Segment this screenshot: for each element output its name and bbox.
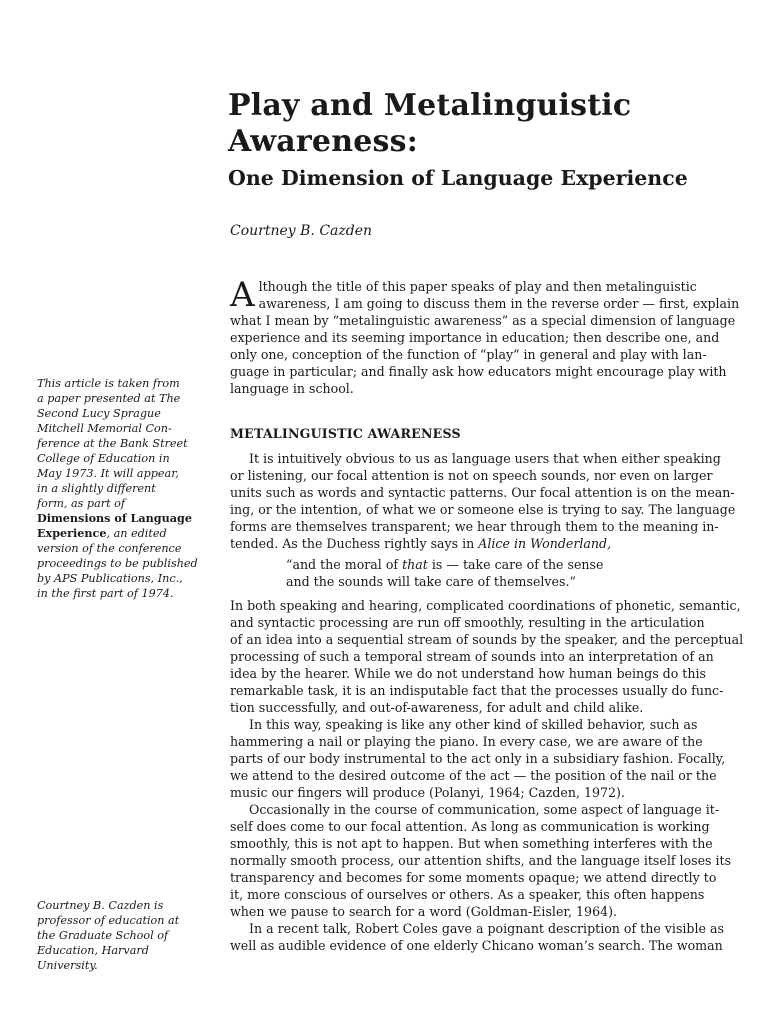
text-line: ing, or the intention, of what we or someone else is trying to say. The language <box>230 502 736 517</box>
source-sidenote <box>37 376 219 601</box>
text-line: forms are themselves transparent; we hear through them to the meaning in- <box>230 519 719 534</box>
text-line: idea by the hearer. While we do not understand how human beings do this <box>230 666 706 681</box>
text-line: normally smooth process, our attention shifts, and the language itself loses its <box>230 853 732 868</box>
text-line: parts of our body instrumental to the act only in a subsidiary fashion. Focally, <box>230 751 726 766</box>
text-line: it, more conscious of ourselves or others. As a speaker, this often happens <box>230 887 705 902</box>
text-line: we attend to the desired outcome of the act — the position of the nail or the <box>230 768 717 783</box>
text-line: smoothly, this is not apt to happen. But when something interferes with the <box>230 836 713 851</box>
text-line: lthough the title of this paper speaks of play and then metalinguistic <box>258 279 697 294</box>
bio-line: Education, Harvard <box>37 944 149 957</box>
sidenote-line: by APS Publications, Inc., <box>37 572 183 585</box>
text-line: In a recent talk, Robert Coles gave a poignant description of the visible as <box>249 921 724 936</box>
text-line: of an idea into a sequential stream of sounds by the speaker, and the perceptual <box>230 632 744 647</box>
text-line: or listening, our focal attention is not on speech sounds, nor even on larger <box>230 468 713 483</box>
bio-line: the Graduate School of <box>37 929 169 942</box>
sidenote-line: This article is taken from <box>37 377 180 390</box>
sidenote-line: version of the conference <box>37 542 182 555</box>
text-span: “and the moral of <box>286 557 403 572</box>
sidenote-line: May 1973. It will appear, <box>37 467 179 480</box>
bio-line: professor of education at <box>37 914 180 927</box>
text-span: tended. As the Duchess rightly says in <box>230 536 479 551</box>
sidenote-text: , an edited <box>106 527 167 540</box>
text-line: only one, conception of the function of “play” in general and play with lan- <box>230 347 707 362</box>
text-line: when we pause to search for a word (Goldman-Eisler, 1964). <box>230 904 618 919</box>
text-line: units such as words and syntactic patterns. Our focal attention is on the mean- <box>230 485 735 500</box>
author-bio <box>37 898 219 973</box>
text-line <box>230 535 730 552</box>
sidenote-line: a paper presented at The <box>37 392 181 405</box>
sidenote-line: form, as part of <box>37 497 126 510</box>
sidenote-line: in the first part of 1974. <box>37 587 174 600</box>
book-title: Experience <box>37 526 107 540</box>
sidenote-line: ference at the Bank Street <box>37 437 188 450</box>
drop-cap: A <box>230 275 255 315</box>
section-heading: METALINGUISTIC AWARENESS <box>230 426 461 441</box>
book-title: Dimensions of Language <box>37 511 192 525</box>
text-line: what I mean by “metalinguistic awareness” as a special dimension of language <box>230 313 736 328</box>
sidenote-line: Second Lucy Sprague <box>37 407 161 420</box>
title-line: Play and Metalinguistic <box>228 88 632 123</box>
article-subtitle: One Dimension of Language Experience <box>228 166 688 190</box>
sidenote-line: proceedings to be published <box>37 557 198 570</box>
sidenote-line: Mitchell Memorial Con- <box>37 422 172 435</box>
quote-line: and the sounds will take care of themselves.” <box>286 574 576 589</box>
text-line: hammering a nail or playing the piano. In every case, we are aware of the <box>230 734 703 749</box>
sidenote-line: in a slightly different <box>37 482 156 495</box>
text-line: transparency and becomes for some moments opaque; we attend directly to <box>230 870 717 885</box>
body-text <box>230 450 744 954</box>
text-line: experience and its seeming importance in education; then describe one, and <box>230 330 720 345</box>
text-span: is — take care of the sense <box>427 557 604 572</box>
text-line: remarkable task, it is an indisputable fact that the processes usually do func- <box>230 683 724 698</box>
text-line: tion successfully, and out-of-awareness, for adult and child alike. <box>230 700 644 715</box>
text-line: and syntactic processing are run off smoothly, resulting in the articulation <box>230 615 705 630</box>
text-line: language in school. <box>230 381 354 396</box>
sidenote-line: College of Education in <box>37 452 170 465</box>
text-line: self does come to our focal attention. As long as communication is working <box>230 819 710 834</box>
bio-line: Courtney B. Cazden is <box>37 899 164 912</box>
text-line: music our fingers will produce (Polanyi, 1964; Cazden, 1972). <box>230 785 625 800</box>
text-line: It is intuitively obvious to us as language users that when either speaking <box>249 451 721 466</box>
title-line: Awareness: <box>228 124 418 159</box>
text-line: processing of such a temporal stream of sounds into an interpretation of an <box>230 649 714 664</box>
text-line: guage in particular; and finally ask how educators might encourage play with <box>230 364 727 379</box>
book-reference: Alice in Wonderland, <box>478 536 612 551</box>
text-line: well as audible evidence of one elderly Chicano woman’s search. The woman <box>230 938 723 953</box>
bio-line: University. <box>37 959 98 972</box>
intro-paragraph <box>230 275 740 397</box>
text-line: In both speaking and hearing, complicated coordinations of phonetic, semantic, <box>230 598 741 613</box>
text-line: Occasionally in the course of communication, some aspect of language it- <box>249 802 720 817</box>
text-line: awareness, I am going to discuss them in the reverse order — first, explain <box>258 296 740 311</box>
author-byline: Courtney B. Cazden <box>230 223 373 239</box>
text-line: In this way, speaking is like any other kind of skilled behavior, such as <box>249 717 698 732</box>
article-title <box>228 88 748 160</box>
emphasis: that <box>402 557 428 572</box>
sidenote-line <box>37 526 219 541</box>
quote-line <box>230 556 730 573</box>
